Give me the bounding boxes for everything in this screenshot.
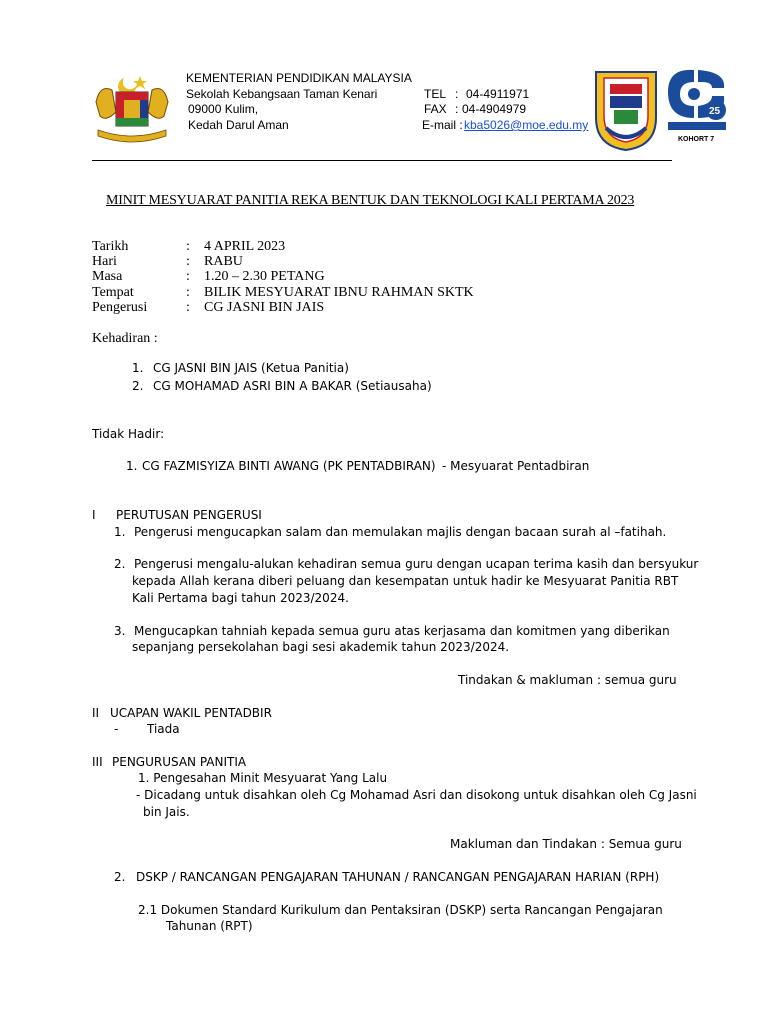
kohort-label: KOHORT 7: [678, 136, 715, 143]
info-label: Pengerusi: [92, 300, 148, 315]
document-title: MINIT MESYUARAT PANITIA REKA BENTUK DAN TEKNOLOGI KALI PERTAMA 2023: [106, 193, 635, 208]
school-postcode: 09000 Kulim,: [188, 102, 259, 116]
item-text: Pengerusi mengucapkan salam dan memulakan majlis dengan bacaan surah al –fatihah.: [134, 525, 667, 539]
info-sep: :: [186, 239, 190, 254]
item-number: 2.: [114, 870, 126, 884]
absentee-name: CG FAZMISYIZA BINTI AWANG (PK PENTADBIRAN): [142, 459, 436, 473]
info-label: Tempat: [92, 285, 134, 300]
section-number: II: [92, 706, 100, 720]
item-text: sepanjang persekolahan bagi sesi akademik tahun 2023/2024.: [132, 640, 510, 654]
email-label: E-mail :: [422, 118, 463, 132]
item-text: Tiada: [147, 722, 180, 736]
info-value: RABU: [204, 254, 243, 269]
school-name: Sekolah Kebangsaan Taman Kenari: [186, 87, 378, 101]
item-text: Kali Pertama bagi tahun 2023/2024.: [132, 591, 349, 605]
ministry-name: KEMENTERIAN PENDIDIKAN MALAYSIA: [186, 71, 412, 85]
subsection-title: DSKP / RANCANGAN PENGAJARAN TAHUNAN / RANCANGAN PENGAJARAN HARIAN (RPH): [136, 870, 660, 884]
tel-number: 04-4911971: [466, 87, 530, 101]
item-number: 3.: [114, 624, 126, 638]
action-note: Makluman dan Tindakan : Semua guru: [450, 837, 682, 851]
info-value: 4 APRIL 2023: [204, 239, 286, 254]
bullet: -: [114, 722, 119, 736]
info-value: 1.20 – 2.30 PETANG: [204, 269, 325, 284]
absentee-reason: - Mesyuarat Pentadbiran: [442, 459, 590, 473]
info-label: Masa: [92, 269, 123, 284]
info-label: Hari: [92, 254, 117, 269]
item-text: Pengerusi mengalu-alukan kehadiran semua guru dengan ucapan terima kasih dan bersyukur: [134, 557, 699, 571]
subsection-title: 1. Pengesahan Minit Mesyuarat Yang Lalu: [138, 771, 388, 785]
item-number: 2.: [114, 557, 126, 571]
action-note: Tindakan & makluman : semua guru: [458, 673, 677, 687]
attendee-name: CG MOHAMAD ASRI BIN A BAKAR (Setiausaha): [153, 379, 432, 393]
info-sep: :: [186, 269, 190, 284]
section-number: I: [92, 508, 96, 522]
attendee-name: CG JASNI BIN JAIS (Ketua Panitia): [153, 361, 349, 375]
info-sep: :: [186, 285, 190, 300]
badge-number: 25: [709, 106, 721, 117]
attendee-num: 2.: [132, 379, 144, 393]
absentee-num: 1.: [126, 459, 138, 473]
item-text: Tahunan (RPT): [166, 919, 253, 933]
header-divider: [92, 160, 672, 161]
item-text: Mengucapkan tahniah kepada semua guru atas kerjasama dan komitmen yang diberikan: [134, 624, 670, 638]
tidak-hadir-label: Tidak Hadir:: [92, 427, 165, 441]
school-state: Kedah Darul Aman: [188, 118, 289, 132]
tel-label: TEL: [424, 87, 447, 101]
fax-label: FAX: [424, 102, 447, 116]
25-kohort-badge-logo: [664, 64, 730, 144]
item-text: bin Jais.: [143, 805, 190, 819]
item-text: 2.1 Dokumen Standard Kurikulum dan Pentaksiran (DSKP) serta Rancangan Pengajaran: [138, 903, 663, 917]
email-link[interactable]: kba5026@moe.edu.my: [464, 118, 589, 132]
section-title: UCAPAN WAKIL PENTADBIR: [110, 706, 272, 720]
tel-separator: :: [455, 87, 459, 101]
info-value: CG JASNI BIN JAIS: [204, 300, 325, 315]
fax-number: 04-4904979: [462, 102, 527, 116]
fax-separator: :: [455, 102, 459, 116]
info-sep: :: [186, 254, 190, 269]
info-value: BILIK MESYUARAT IBNU RAHMAN SKTK: [204, 285, 474, 300]
item-text: kepada Allah kerana diberi peluang dan kesempatan untuk hadir ke Mesyuarat Panitia RBT: [132, 574, 679, 588]
item-number: 1.: [114, 525, 126, 539]
item-text: - Dicadang untuk disahkan oleh Cg Mohamad Asri dan disokong untuk disahkan oleh Cg Jasni: [136, 788, 697, 802]
section-number: III: [92, 755, 103, 769]
kehadiran-label: Kehadiran :: [92, 331, 158, 346]
info-sep: :: [186, 300, 190, 315]
attendee-num: 1.: [132, 361, 144, 375]
info-label: Tarikh: [92, 239, 129, 254]
school-seal-logo: [592, 68, 660, 152]
section-title: PENGURUSAN PANITIA: [112, 755, 247, 769]
malaysia-crest-logo: [92, 72, 172, 144]
section-title: PERUTUSAN PENGERUSI: [116, 508, 262, 522]
